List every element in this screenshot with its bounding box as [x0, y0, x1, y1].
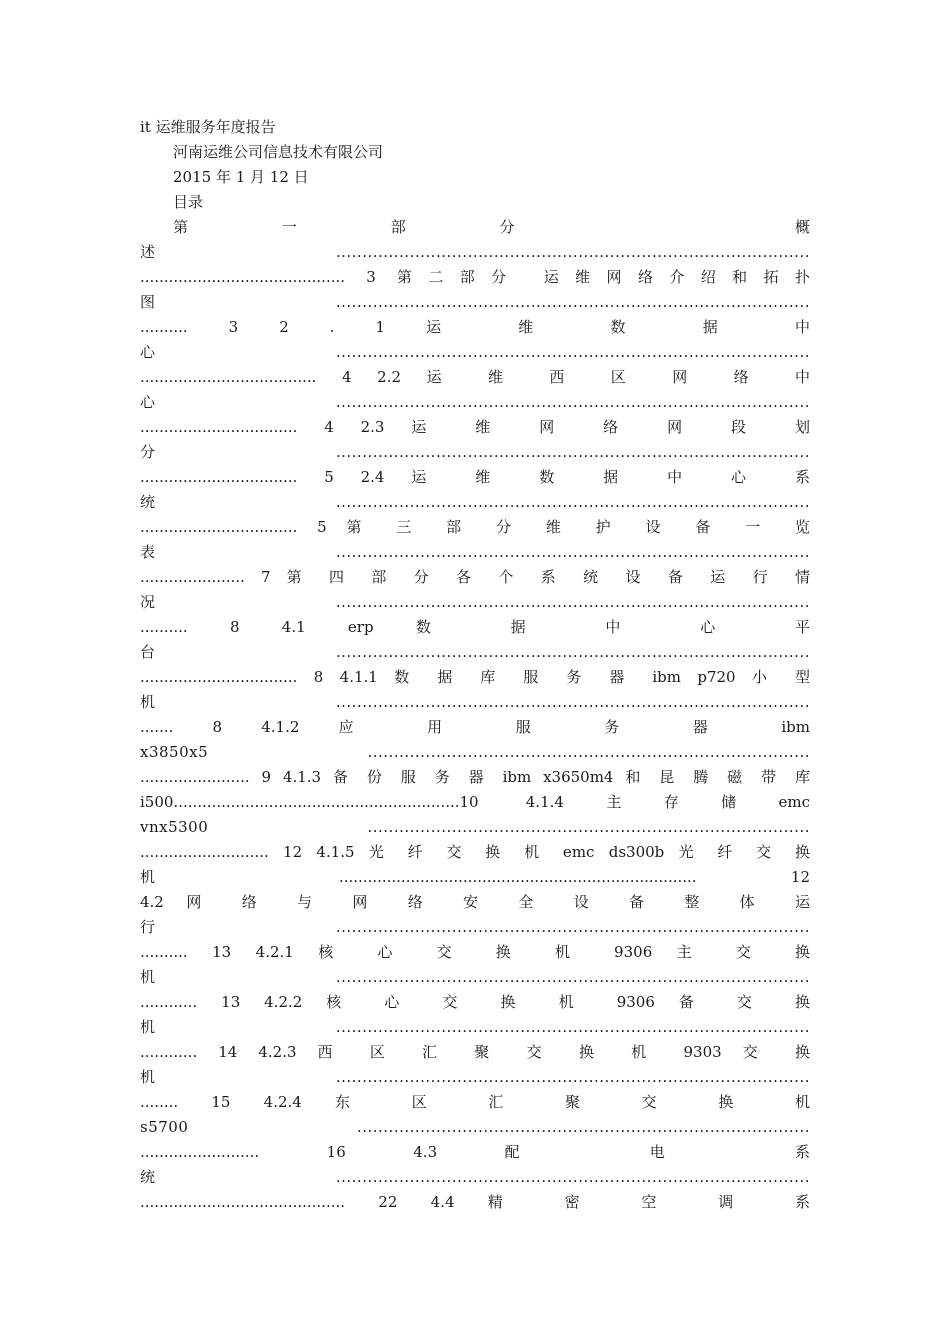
toc-line: ......................... 16 4.3 配 电 系 [140, 1143, 810, 1161]
toc-line: 机 .......................................................................................... [140, 1068, 810, 1086]
toc-line: s5700 ...................................................................................... [140, 1118, 810, 1136]
toc-line: i500............................................................10 4.1.4主存储emc [140, 793, 810, 811]
toc-line: 心 .......................................................................................... [140, 393, 810, 411]
toc-line: x3850x5 .................................................................................... [140, 743, 810, 761]
toc-line: 机 .......................................................................................... [140, 1018, 810, 1036]
toc-line: 分 .......................................................................................... [140, 443, 810, 461]
toc-line: ..................................... 4 2.2 运 维 西 区 网 络 中 [140, 368, 810, 386]
toc-line: ........................... 12 4.1.5 光 纤 交 换 机 emc ds300b 光 纤 交 换 [140, 843, 810, 861]
toc-line: 图 .......................................................................................... [140, 293, 810, 311]
toc-line: .......... 3 2 . 1 运 维 数 据 中 [140, 318, 810, 336]
toc-line: ........................................... 22 4.4 精 密 空 调 系 [140, 1193, 810, 1211]
toc-line: 统 .......................................................................................... [140, 493, 810, 511]
toc-line: vnx5300 .................................................................................... [140, 818, 810, 836]
toc-line: ........................................... 3 第二部分 运维网络介绍和拓扑 [140, 268, 810, 286]
toc-line: 台 .......................................................................................... [140, 643, 810, 661]
toc-line: 机 .......................................................................................... [140, 968, 810, 986]
toc-line: ....... 8 4.1.2 应 用 服 务 器 ibm [140, 718, 810, 736]
toc-line: ................................. 5 2.4 运 维 数 据 中 心 系 [140, 468, 810, 486]
toc-line: ........ 15 4.2.4 东 区 汇 聚 交 换 机 [140, 1093, 810, 1111]
toc-line: 第 一 部 分 概 [173, 218, 810, 236]
toc-line: ................................. 5 第 三 部 分 维 护 设 备 一 览 [140, 518, 810, 536]
toc-line: .......... 13 4.2.1 核 心 交 换 机 9306 主 交 换 [140, 943, 810, 961]
company-name: 河南运维公司信息技术有限公司 [173, 143, 384, 161]
toc-line: 心 .......................................................................................... [140, 343, 810, 361]
toc-line: ................................. 4 2.3 运 维 网 络 网 段 划 [140, 418, 810, 436]
toc-line: 行 .......................................................................................... [140, 918, 810, 936]
toc-line: ............ 13 4.2.2 核 心 交 换 机 9306 备 交 换 [140, 993, 810, 1011]
toc-line: 况 .......................................................................................... [140, 593, 810, 611]
toc-line: .......... 8 4.1 erp 数 据 中 心 平 [140, 618, 810, 636]
document-title: it 运维服务年度报告 [140, 118, 276, 136]
toc-line: ...................... 7 第 四 部 分 各 个 系 统 设 备 运 行 情 [140, 568, 810, 586]
toc-line: ................................. 8 4.1.1 数 据 库 服 务 器 ibm p720 小 型 [140, 668, 810, 686]
toc-line: 述 .......................................................................................... [140, 243, 810, 261]
toc-line: 统 .......................................................................................... [140, 1168, 810, 1186]
toc-line: 4.2 网 络 与 网 络 安 全 设 备 整 体 运 [140, 893, 810, 911]
toc-heading: 目录 [173, 193, 204, 211]
document-date: 2015 年 1 月 12 日 [173, 168, 309, 186]
toc-line: 机 ........................................................................... 12 [140, 868, 810, 886]
toc-line: ............ 14 4.2.3 西 区 汇 聚 交 换 机 9303 交 换 [140, 1043, 810, 1061]
toc-line: 表 .......................................................................................... [140, 543, 810, 561]
toc-line: ....................... 9 4.1.3 备 份 服 务 器 ibm x3650m4 和 昆 腾 磁 带 库 [140, 768, 810, 786]
toc-line: 机 .......................................................................................... [140, 693, 810, 711]
